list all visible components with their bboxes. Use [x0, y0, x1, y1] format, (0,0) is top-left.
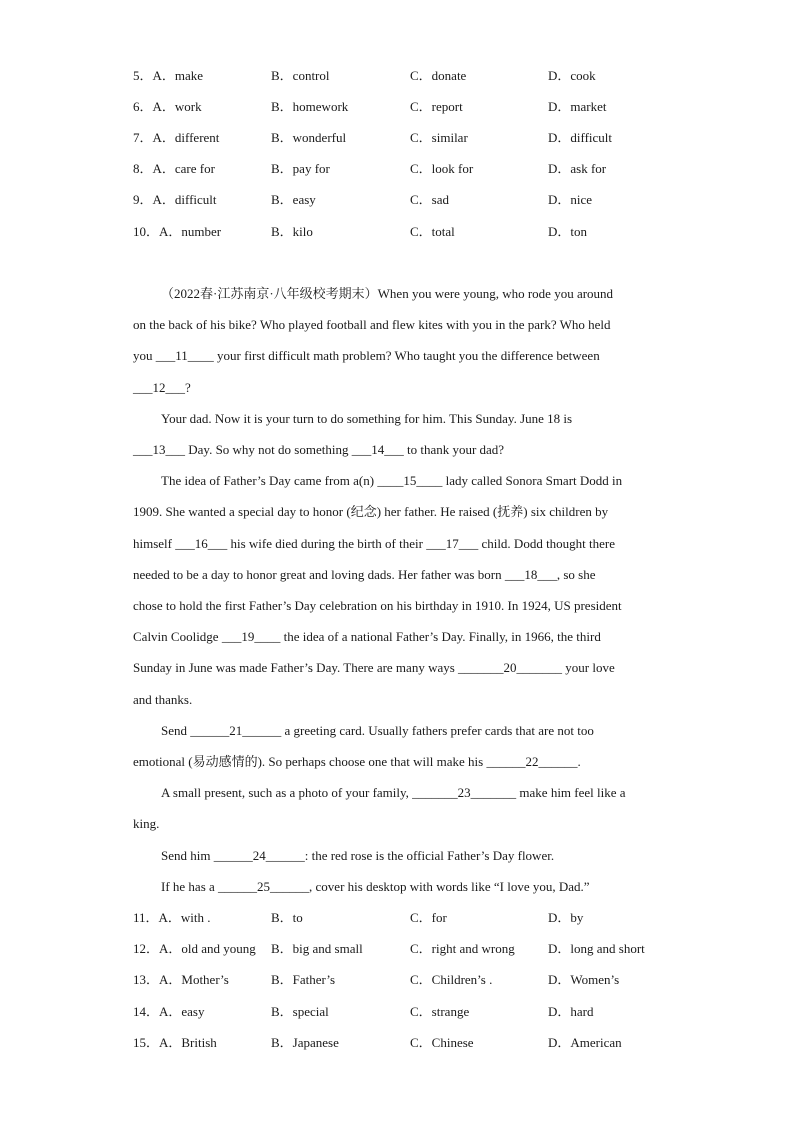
option-b: B．control: [271, 68, 330, 83]
option-row-11: [133, 908, 733, 928]
passage-line: [133, 502, 673, 522]
blank-13: ___13___: [133, 442, 185, 457]
option-d: D．long and short: [548, 941, 645, 956]
passage-text: your love: [562, 660, 615, 675]
option-row-12: [133, 939, 733, 959]
blank-19: ___19____: [221, 629, 281, 644]
blank-14: ___14___: [351, 442, 404, 457]
option-a: 14．A．easy: [133, 1004, 205, 1019]
blank-15: ____15____: [377, 473, 443, 488]
passage-line: [133, 627, 673, 647]
option-a: 9．A．difficult: [133, 192, 217, 207]
passage-line: [161, 846, 701, 866]
blank-17: ___17___: [426, 536, 479, 551]
option-a: 5．A．make: [133, 68, 204, 83]
option-row-5: [133, 66, 733, 86]
passage-text: Send: [161, 723, 191, 738]
passage-text: Sunday in June was made Father’s Day. There are many ways: [133, 660, 459, 675]
option-c: C．Children’s .: [410, 972, 493, 987]
passage-line: [161, 721, 701, 741]
passage-text: lady called Sonora Smart Dodd in: [442, 473, 623, 488]
option-c: C．similar: [410, 130, 468, 145]
option-c: C．sad: [410, 192, 450, 207]
passage-text: 1909. She wanted a special day to honor (纪念) her father. He raised (抚养) six children by: [133, 504, 609, 519]
option-row-8: [133, 159, 733, 179]
option-d: D．market: [548, 99, 607, 114]
passage-line: [133, 658, 673, 678]
passage-line: [133, 534, 673, 554]
passage-text: , so she: [556, 567, 596, 582]
passage-text: a greeting card. Usually fathers prefer cards that are not too: [281, 723, 594, 738]
option-a: 13．A．Mother’s: [133, 972, 229, 987]
option-b: B．to: [271, 910, 303, 925]
passage-line: [133, 814, 673, 834]
option-b: B．big and small: [271, 941, 363, 956]
blank-12: ___12___: [133, 380, 185, 395]
option-row-14: [133, 1002, 733, 1022]
option-c: C．strange: [410, 1004, 470, 1019]
blank-16: ___16___: [175, 536, 228, 551]
passage-line: [161, 877, 701, 897]
passage-text: The idea of Father’s Day came from a(n): [161, 473, 378, 488]
option-d: D．by: [548, 910, 584, 925]
option-d: D．ton: [548, 224, 588, 239]
blank-18: ___18___: [504, 567, 557, 582]
option-a: 7．A．different: [133, 130, 220, 145]
passage-text: and thanks.: [133, 692, 193, 707]
passage-line: [133, 565, 673, 585]
option-b: B．easy: [271, 192, 316, 207]
option-b: B．Japanese: [271, 1035, 339, 1050]
passage-line: [133, 752, 673, 772]
passage-text: make him feel like a: [516, 785, 626, 800]
option-b: B．Father’s: [271, 972, 336, 987]
passage-text: chose to hold the first Father’s Day celebration on his birthday in 1910. In 1924, US president: [133, 598, 622, 613]
passage-line: [161, 284, 701, 304]
passage-text: child. Dodd thought there: [478, 536, 616, 551]
passage-text: his wife died during the birth of their: [227, 536, 427, 551]
option-row-15: [133, 1033, 733, 1053]
passage-text: you: [133, 348, 156, 363]
option-b: B．homework: [271, 99, 349, 114]
blank-22: ______22______: [486, 754, 578, 769]
passage-line: [161, 783, 701, 803]
option-row-7: [133, 128, 733, 148]
passage-text: to thank your dad?: [403, 442, 505, 457]
passage-line: [133, 346, 673, 366]
option-c: C．for: [410, 910, 447, 925]
option-a: 15．A．British: [133, 1035, 217, 1050]
passage-text: ?: [185, 380, 191, 395]
blank-25: ______25______: [218, 879, 310, 894]
option-c: C．report: [410, 99, 463, 114]
option-row-6: [133, 97, 733, 117]
option-row-9: [133, 190, 733, 210]
option-c: C．look for: [410, 161, 474, 176]
option-c: C．right and wrong: [410, 941, 515, 956]
passage-text: Your dad. Now it is your turn to do something for him. This Sunday. June 18 is: [161, 411, 573, 426]
passage-line: [133, 378, 673, 398]
passage-text: If he has a: [161, 879, 219, 894]
blank-20: _______20_______: [458, 660, 563, 675]
passage-text: emotional (易动感情的). So perhaps choose one that will make his: [133, 754, 487, 769]
option-c: C．donate: [410, 68, 467, 83]
passage-text: himself: [133, 536, 176, 551]
option-b: B．special: [271, 1004, 329, 1019]
option-d: D．difficult: [548, 130, 613, 145]
option-b: B．pay for: [271, 161, 330, 176]
option-a: 8．A．care for: [133, 161, 215, 176]
passage-text: king.: [133, 816, 160, 831]
option-b: B．wonderful: [271, 130, 347, 145]
option-d: D．Women’s: [548, 972, 620, 987]
passage-text: : the red rose is the official Father’s Day flower.: [304, 848, 555, 863]
passage-text: on the back of his bike? Who played football and flew kites with you in the park? Who held: [133, 317, 611, 332]
passage-line: [133, 596, 673, 616]
blank-21: ______21______: [190, 723, 282, 738]
option-c: C．total: [410, 224, 455, 239]
passage-text: Day. So why not do something: [185, 442, 352, 457]
blank-23: _______23_______: [412, 785, 517, 800]
option-d: D．American: [548, 1035, 622, 1050]
option-a: 10．A．number: [133, 224, 222, 239]
option-d: D．hard: [548, 1004, 594, 1019]
passage-text: your first difficult math problem? Who taught you the difference between: [213, 348, 600, 363]
option-c: C．Chinese: [410, 1035, 474, 1050]
passage-text: Send him: [161, 848, 214, 863]
passage-line: [133, 690, 673, 710]
option-b: B．kilo: [271, 224, 313, 239]
passage-source-text: （2022春·江苏南京·八年级校考期末）When you were young, who rode you around: [161, 286, 614, 301]
option-a: 6．A．work: [133, 99, 202, 114]
passage-line: [161, 471, 701, 491]
option-d: D．ask for: [548, 161, 607, 176]
option-a: 12．A．old and young: [133, 941, 256, 956]
option-a: 11．A．with .: [133, 910, 211, 925]
passage-text: the idea of a national Father’s Day. Finally, in 1966, the third: [280, 629, 601, 644]
blank-11: ___11____: [155, 348, 214, 363]
passage-text: Calvin Coolidge: [133, 629, 222, 644]
option-d: D．cook: [548, 68, 596, 83]
passage-text: .: [577, 754, 581, 769]
blank-24: ______24______: [213, 848, 305, 863]
passage-line: [161, 409, 701, 429]
option-d: D．nice: [548, 192, 593, 207]
option-row-10: [133, 222, 733, 242]
option-row-13: [133, 970, 733, 990]
passage-text: , cover his desktop with words like “I love you, Dad.”: [309, 879, 590, 894]
passage-text: A small present, such as a photo of your family,: [161, 785, 413, 800]
passage-line: [133, 440, 673, 460]
passage-text: needed to be a day to honor great and loving dads. Her father was born: [133, 567, 505, 582]
passage-line: [133, 315, 673, 335]
